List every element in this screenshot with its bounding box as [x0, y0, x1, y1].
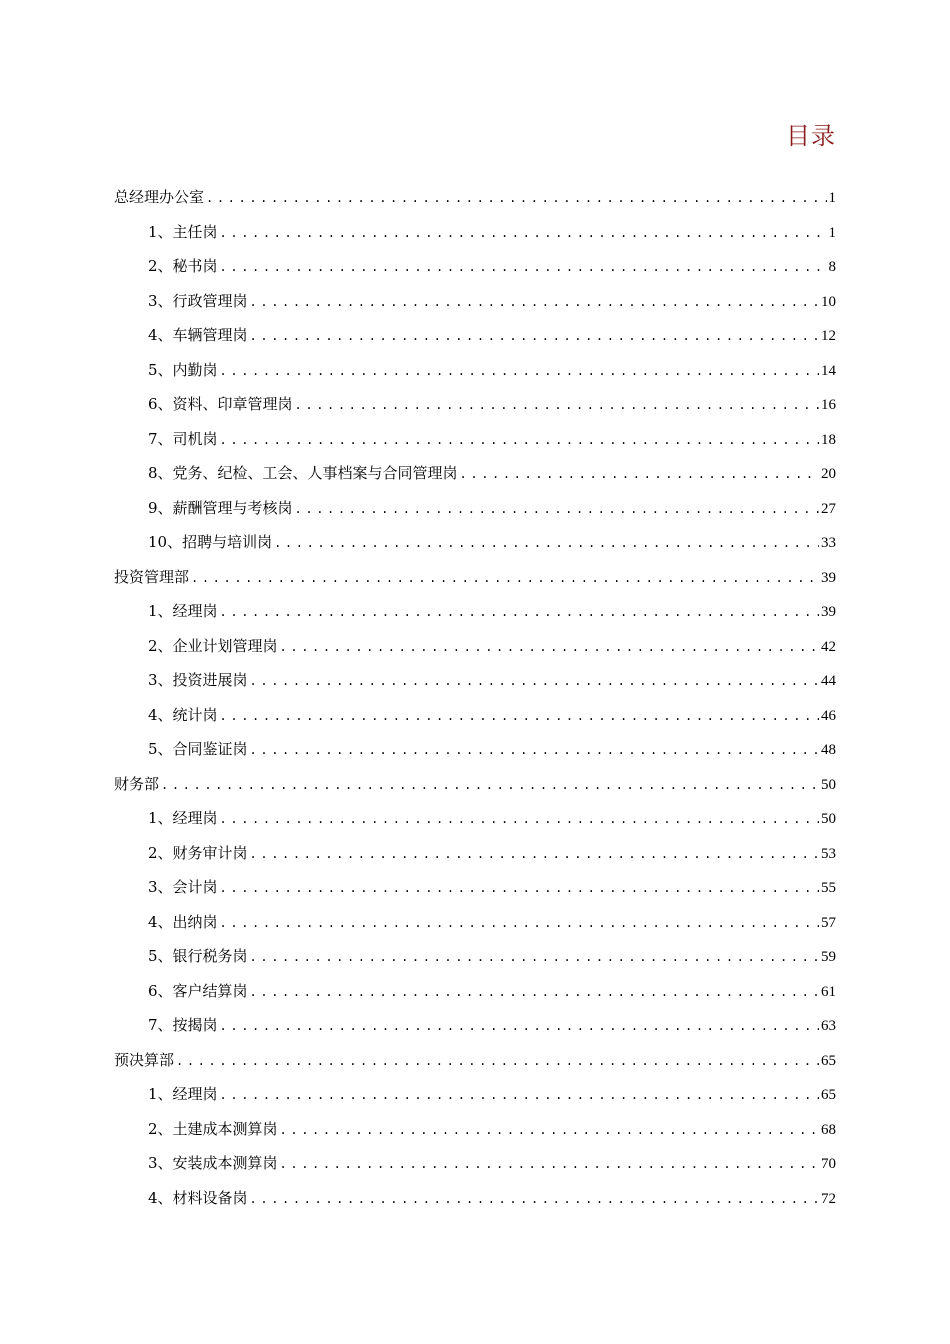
toc-entry-label: 6、资料、印章管理岗 [148, 395, 293, 413]
toc-dot-leader [250, 837, 819, 872]
toc-entry-label: 财务部 [114, 774, 160, 793]
toc-entry-page-number: 14 [821, 362, 836, 379]
toc-dot-leader [280, 1147, 819, 1182]
toc-dot-leader [460, 457, 819, 492]
toc-subsection-entry[interactable] [114, 629, 836, 664]
toc-entry-page-number: 33 [821, 535, 836, 551]
toc-entry-page-number: 27 [821, 500, 836, 517]
toc-dot-leader [220, 250, 827, 285]
toc-subsection-entry[interactable] [114, 905, 836, 940]
toc-dot-leader [274, 526, 819, 561]
toc-dot-leader [176, 1044, 819, 1079]
toc-subsection-entry[interactable] [114, 732, 836, 767]
toc-dot-leader [220, 595, 819, 630]
toc-subsection-entry[interactable] [114, 836, 836, 871]
toc-entry-page-number: 57 [821, 914, 836, 931]
toc-entry-label: 1、经理岗 [148, 1085, 218, 1103]
toc-subsection-entry[interactable] [114, 422, 836, 457]
toc-subsection-entry[interactable] [114, 1008, 836, 1043]
toc-dot-leader [220, 906, 819, 941]
toc-entry-page-number: 63 [821, 1018, 836, 1034]
toc-subsection-entry[interactable] [114, 284, 836, 319]
toc-dot-leader [280, 630, 819, 665]
toc-entry-page-number: 12 [821, 328, 836, 344]
toc-entry-label: 3、投资进展岗 [148, 671, 248, 689]
toc-entry-label: 3、安装成本测算岗 [148, 1154, 278, 1172]
toc-entry-label: 1、经理岗 [148, 602, 218, 620]
toc-dot-leader [250, 285, 819, 320]
toc-subsection-entry[interactable] [114, 1112, 836, 1147]
toc-entry-label: 5、银行税务岗 [148, 947, 248, 965]
toc-entry-page-number: 48 [821, 742, 836, 758]
toc-subsection-entry[interactable] [114, 1146, 836, 1181]
toc-entry-label: 投资管理部 [114, 567, 190, 586]
toc-entry-page-number: 68 [821, 1121, 836, 1138]
toc-entry-label: 2、财务审计岗 [148, 843, 248, 862]
toc-dot-leader [191, 561, 819, 596]
toc-dot-leader [250, 319, 819, 354]
toc-dot-leader [250, 1182, 819, 1217]
toc-entry-label: 1、主任岗 [148, 222, 218, 241]
toc-entry-page-number: 20 [821, 466, 836, 482]
toc-subsection-entry[interactable] [114, 525, 836, 560]
toc-subsection-entry[interactable] [114, 870, 836, 905]
toc-entry-label: 2、土建成本测算岗 [148, 1119, 278, 1138]
toc-entry-page-number: 55 [821, 880, 836, 896]
toc-entry-label: 8、党务、纪检、工会、人事档案与合同管理岗 [148, 464, 458, 482]
toc-entry-label: 5、合同鉴证岗 [148, 740, 248, 758]
toc-entry-label: 2、秘书岗 [148, 257, 218, 275]
toc-entry-page-number: 61 [821, 983, 836, 1000]
toc-subsection-entry[interactable] [114, 456, 836, 491]
toc-subsection-entry[interactable] [114, 594, 836, 629]
toc-dot-leader [161, 768, 819, 803]
toc-entry-page-number: 8 [828, 259, 836, 275]
toc-subsection-entry[interactable] [114, 939, 836, 974]
toc-subsection-entry[interactable] [114, 974, 836, 1009]
toc-dot-leader [295, 492, 819, 527]
toc-dot-leader [220, 871, 819, 906]
toc-subsection-entry[interactable] [114, 387, 836, 422]
toc-dot-leader [250, 940, 819, 975]
toc-entry-page-number: 1 [828, 224, 836, 241]
toc-entry-page-number: 70 [821, 1156, 836, 1172]
toc-dot-leader [280, 1113, 819, 1148]
toc-entry-page-number: 46 [821, 707, 836, 724]
toc-entry-label: 预决算部 [114, 1050, 175, 1069]
toc-entry-label: 5、内勤岗 [148, 360, 218, 379]
toc-dot-leader [220, 1078, 819, 1113]
toc-entry-label: 6、客户结算岗 [148, 981, 248, 1000]
toc-entry-page-number: 42 [821, 638, 836, 655]
toc-list [114, 180, 836, 1215]
toc-subsection-entry[interactable] [114, 318, 836, 353]
toc-subsection-entry[interactable] [114, 663, 836, 698]
toc-entry-label: 总经理办公室 [114, 188, 205, 206]
toc-dot-leader [220, 423, 819, 458]
toc-subsection-entry[interactable] [114, 215, 836, 250]
toc-entry-page-number: 50 [821, 776, 836, 793]
toc-entry-label: 7、按揭岗 [148, 1016, 218, 1034]
toc-section-entry[interactable] [114, 1043, 836, 1078]
toc-dot-leader [220, 802, 819, 837]
toc-section-entry[interactable] [114, 560, 836, 595]
toc-entry-page-number: 65 [821, 1052, 836, 1069]
toc-dot-leader [220, 354, 819, 389]
toc-entry-label: 4、统计岗 [148, 705, 218, 724]
toc-dot-leader [250, 664, 819, 699]
toc-entry-label: 10、招聘与培训岗 [148, 533, 273, 551]
toc-entry-page-number: 53 [821, 845, 836, 862]
toc-entry-page-number: 39 [821, 569, 836, 586]
toc-entry-page-number: 65 [821, 1087, 836, 1103]
toc-section-entry[interactable] [114, 767, 836, 802]
toc-dot-leader [250, 975, 819, 1010]
toc-entry-label: 1、经理岗 [148, 809, 218, 827]
toc-entry-label: 4、车辆管理岗 [148, 326, 248, 344]
toc-entry-page-number: 10 [821, 293, 836, 310]
toc-subsection-entry[interactable] [114, 801, 836, 836]
toc-entry-page-number: 72 [821, 1190, 836, 1207]
toc-entry-page-number: 18 [821, 431, 836, 448]
toc-entry-label: 3、会计岗 [148, 878, 218, 896]
toc-dot-leader [206, 181, 826, 216]
toc-subsection-entry[interactable] [114, 353, 836, 388]
toc-subsection-entry[interactable] [114, 249, 836, 284]
toc-subsection-entry[interactable] [114, 491, 836, 526]
toc-section-entry[interactable] [114, 180, 836, 215]
toc-subsection-entry[interactable] [114, 698, 836, 733]
toc-entry-label: 4、材料设备岗 [148, 1188, 248, 1207]
toc-dot-leader [220, 699, 819, 734]
toc-entry-page-number: 1 [828, 190, 836, 206]
toc-entry-label: 9、薪酬管理与考核岗 [148, 498, 293, 517]
toc-dot-leader [220, 216, 827, 251]
toc-entry-label: 4、出纳岗 [148, 912, 218, 931]
toc-subsection-entry[interactable] [114, 1181, 836, 1216]
toc-entry-page-number: 50 [821, 811, 836, 827]
toc-dot-leader [295, 388, 819, 423]
toc-entry-page-number: 44 [821, 673, 836, 689]
toc-subsection-entry[interactable] [114, 1077, 836, 1112]
toc-title: 目录 [786, 122, 836, 150]
toc-entry-label: 2、企业计划管理岗 [148, 636, 278, 655]
toc-entry-page-number: 16 [821, 397, 836, 413]
toc-entry-label: 3、行政管理岗 [148, 291, 248, 310]
toc-dot-leader [250, 733, 819, 768]
toc-entry-page-number: 39 [821, 604, 836, 620]
toc-dot-leader [220, 1009, 819, 1044]
toc-entry-label: 7、司机岗 [148, 429, 218, 448]
toc-entry-page-number: 59 [821, 949, 836, 965]
